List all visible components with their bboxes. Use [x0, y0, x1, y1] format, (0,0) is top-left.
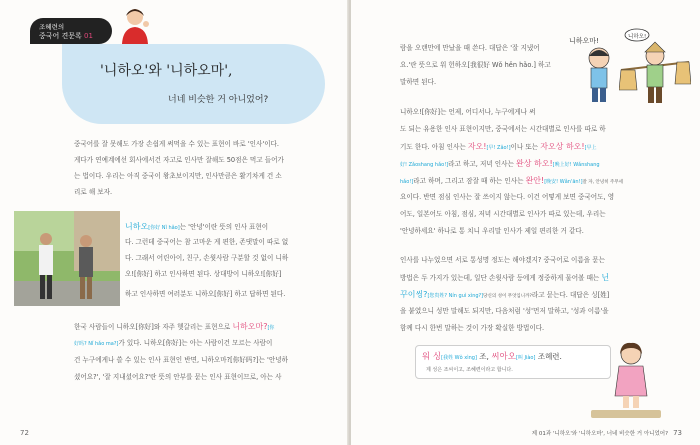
left-page — [0, 0, 349, 445]
pronunciation: [你好 Nǐ hǎo] — [148, 225, 180, 231]
text-line: '안녕하세요' 하나로 통 치니 우리말 인사가 제일 편리한 거 같다. — [400, 227, 584, 235]
text-line: 말하면 된다. — [400, 78, 437, 86]
badge-line1: 조혜련의 — [39, 23, 65, 31]
text-segment: 기도 한다. 아침 인사는 — [400, 143, 468, 151]
text-segment: 가 있다. 니하오[你好]는 아는 사람이건 모르는 사람이 — [118, 339, 273, 347]
badge-label: 중국어 견문록 — [39, 32, 82, 40]
highlight-term: 워 싱 — [422, 352, 442, 362]
text-line: 인사를 나누었으면 서로 통성명 정도는 해야겠지? 중국어로 이름을 묻는 — [400, 256, 605, 264]
highlight-term: 완안! — [525, 176, 545, 185]
text-line: 니하오![你好]는 언제, 어디서나, 누구에게나 써 — [400, 108, 536, 116]
text-segment: 라고 하며, 그리고 잠잘 때 하는 인사는 — [413, 177, 526, 185]
speech-bubble-text: 니하오마! — [569, 37, 599, 45]
text-line: 리로 해 보자. — [74, 188, 113, 196]
running-footer: 제 01과 '니하오'와 '니하오마', 너네 비슷한 거 아니었어? — [531, 431, 668, 437]
pronunciation: hǎo!] — [400, 179, 414, 185]
highlight-term: 꾸이씽? — [400, 290, 428, 299]
page-subtitle: 너네 비슷한 거 아니었어? — [168, 95, 269, 105]
text-line — [400, 290, 609, 301]
ground-decoration — [591, 410, 661, 418]
highlight-term: 닌 — [601, 273, 610, 282]
text-line: 건 누구에게나 쓸 수 있는 인사 표현인 반면, 니하오마?[你好吗?]는 '안녕하 — [74, 356, 288, 364]
page-title: '니하오'와 '니하오마', — [100, 63, 233, 79]
pronunciation: [早上 — [584, 145, 597, 151]
highlight-term: 씨아오 — [491, 352, 516, 362]
text-segment: 조, — [476, 352, 492, 361]
text-line — [400, 159, 600, 170]
cartoon-boy — [579, 44, 619, 104]
pronunciation: 好! Zǎoshang hǎo!] — [400, 162, 449, 168]
pronunciation: [晚上好! Wǎnshang — [552, 162, 600, 168]
pronunciation: [你 — [267, 325, 275, 331]
pronunciation: [您贵姓? Nín guì xìng?] — [427, 293, 484, 299]
highlight-term: 완상 하오! — [515, 159, 553, 168]
pronunciation: [早! Zǎo!] — [486, 145, 511, 151]
text-segment: 라고 묻는다. 대답은 싱[姓] — [531, 291, 610, 299]
text-line — [400, 273, 609, 283]
badge-number: 01 — [84, 32, 93, 40]
text-line: 함께 다시 한번 말하는 것이 가장 확실한 방법이다. — [400, 324, 545, 332]
text-line: 어도, 일본어도 아침, 점심, 저녁 시간대별로 인사가 따로 있는데, 우리는 — [400, 210, 606, 218]
pronunciation: [晚安! Wǎn'ān!] — [544, 179, 583, 185]
series-badge — [30, 18, 112, 44]
text-line: 요이다. 반면 점심 인사는 잘 쓰이지 않는다. 이건 어떻게 보면 중국어도, 영 — [400, 193, 615, 201]
text-line — [400, 142, 597, 153]
text-line: 중국어를 잘 못해도 가장 손쉽게 써먹을 수 있는 표현이 바로 '인사'이다. — [74, 140, 280, 148]
text-line — [74, 322, 274, 333]
text-line: 람을 오랜만에 만났을 때 쓴다. 대답은 '잘 지냈어 — [400, 44, 540, 52]
text-line: 게다가 연예계에선 회사에서건 자고로 인사만 잘해도 50점은 먹고 들어가 — [74, 156, 284, 164]
text-line — [400, 176, 623, 187]
highlight-term: 자오! — [467, 142, 487, 151]
text-segment: 이나 또는 — [510, 143, 541, 151]
text-segment: 방법은 두 가지가 있는데, 일단 손윗사람 등에게 정중하게 물어볼 때는 — [400, 274, 602, 282]
author-photo — [120, 6, 150, 44]
example-box — [415, 345, 611, 379]
right-page — [351, 0, 700, 445]
text-line — [74, 339, 272, 349]
highlight-term: 자오상 하오! — [540, 142, 585, 151]
text-line — [125, 222, 268, 233]
gloss: 잘 자, 안녕히 주무세 — [582, 180, 624, 185]
speech-bubble-reply: 니하오! — [628, 34, 647, 40]
text-segment: 한국 사람들이 니하오[你好]와 자주 헷갈리는 표현으로 — [74, 323, 233, 331]
highlight-term: 니하오마? — [232, 322, 268, 331]
text-segment: 조혜련. — [535, 352, 562, 361]
example-translation: 제 성은 조씨이고, 조혜련이라고 합니다. — [426, 367, 513, 373]
text-line: 다. 그래서 어린아이, 친구, 손윗사람 구분할 것 없이 니하 — [125, 254, 289, 262]
cartoon-woman — [609, 340, 653, 410]
text-segment: 는 '안녕'이란 뜻의 인사 표현이 — [179, 223, 269, 231]
street-photo — [14, 211, 120, 306]
text-line: 을 붙였으니 성만 말해도 되지만, 다음처럼 '성'먼저 말하고, '성과 이름'을 — [400, 307, 609, 315]
text-segment: 라고 하고, 저녁 인사는 — [448, 160, 516, 168]
text-line: 다. 그런데 중국어는 참 고마운 게 편한, 존댓말이 따로 없 — [125, 238, 289, 246]
text-line: 는 법이다. 우리는 아직 중국이 왕초보이지만, 인사만큼은 활기차게 건 소 — [74, 172, 282, 180]
text-line: 오![你好] 하고 인사하면 된다. 상대방이 니하오![你好] — [125, 270, 282, 278]
page-number: 72 — [20, 429, 29, 437]
gloss: 당신의 성이 무엇입니까? — [483, 294, 532, 299]
pronunciation: 好吗? Nǐ hǎo ma?] — [74, 341, 119, 347]
text-line: 요.'란 뜻으로 워 헌하오[我很好 Wǒ hěn hǎo.] 하고 — [400, 61, 551, 69]
badge-line2 — [39, 31, 93, 41]
cartoon-merchant — [619, 40, 691, 110]
pronunciation: [叫 Jiào] — [515, 355, 536, 361]
highlight-term: 니하오 — [125, 222, 149, 231]
page-number: 73 — [673, 429, 682, 437]
pronunciation: [我姓 Wǒ xìng] — [441, 355, 477, 361]
text-line: 하고 인사하면 여러분도 니하오[你好] 하고 답하면 된다. — [125, 290, 286, 298]
example-sentence — [422, 350, 562, 362]
text-line: 셨어요?', '잘 지내셨어요?'란 뜻의 안부를 묻는 인사 표현이므로, 아는 사 — [74, 373, 282, 381]
title-bubble — [62, 44, 325, 124]
text-line: 도 되는 유용한 인사 표현이지만, 중국에서는 시간대별로 인사를 따로 하 — [400, 125, 606, 133]
